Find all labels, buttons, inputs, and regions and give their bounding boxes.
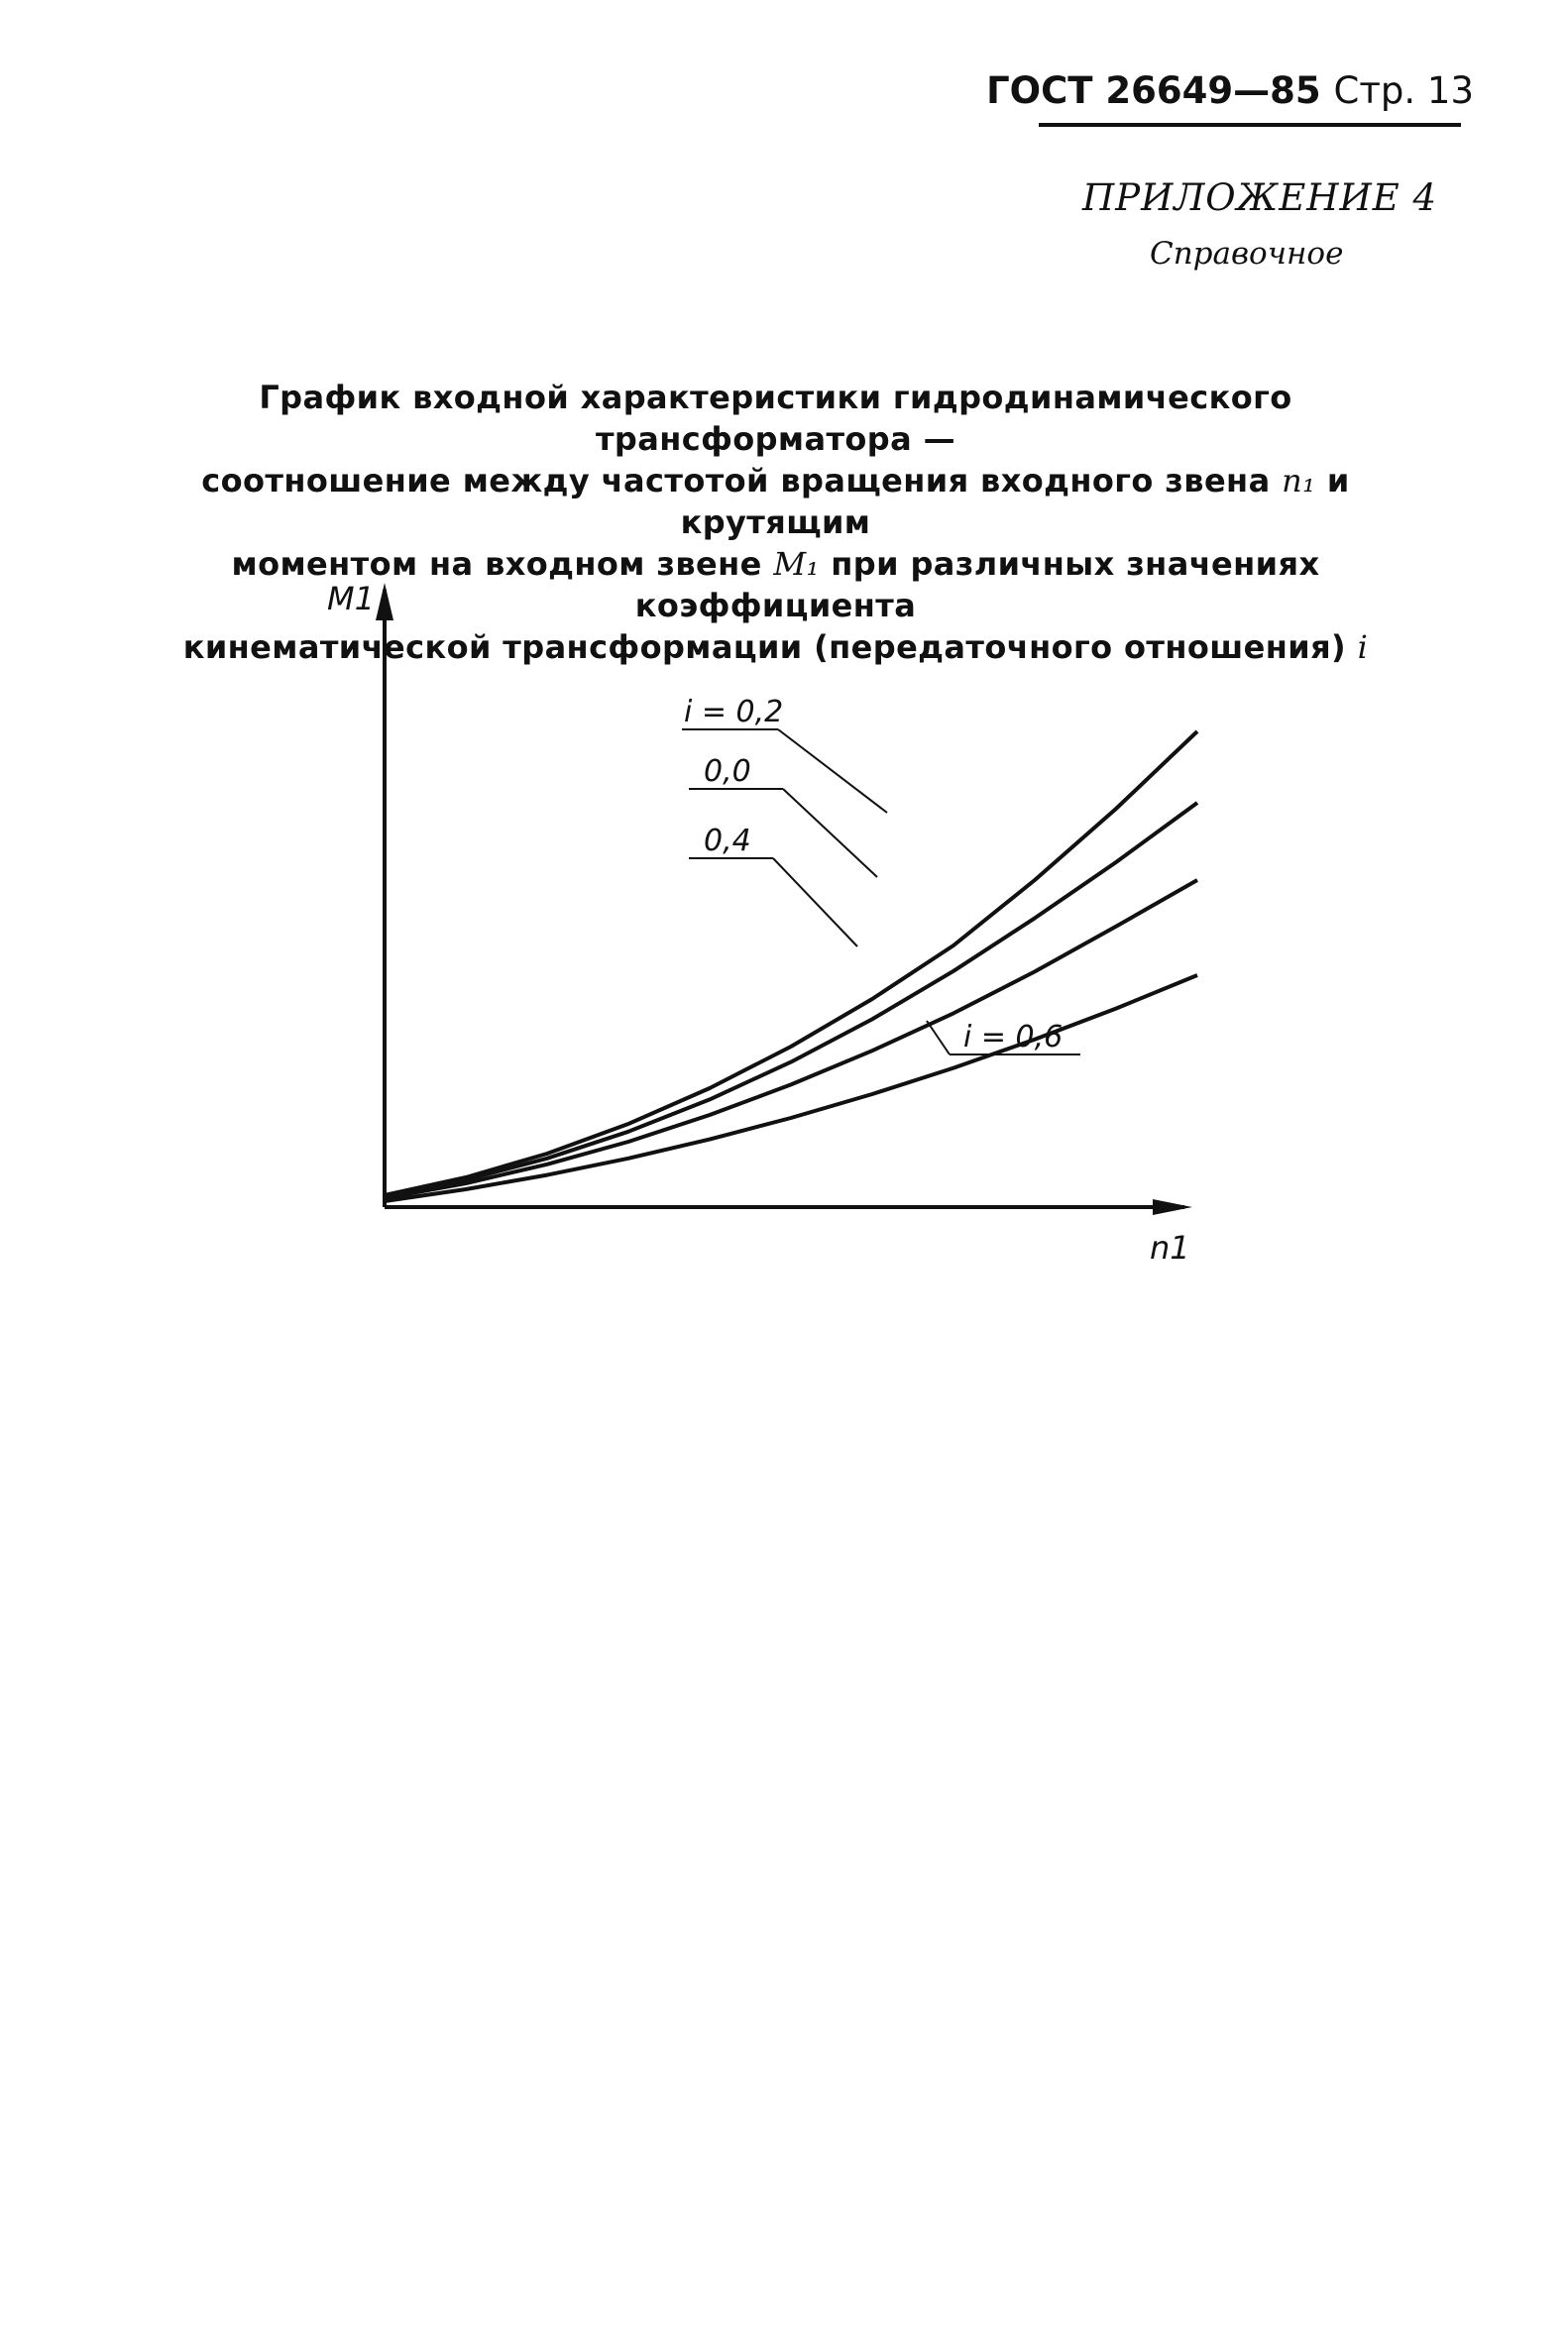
figure-title-line-3: моментом на входном звене M₁ при различных значениях коэффициента: [231, 545, 1320, 624]
variable-m1: M₁: [773, 545, 820, 583]
x-axis-arrow: [1153, 1199, 1192, 1215]
y-axis-arrow: [376, 583, 393, 620]
y-axis-label: M1: [327, 580, 375, 617]
appendix-subtitle: Справочное: [1150, 236, 1344, 272]
appendix-title: ПРИЛОЖЕНИЕ 4: [1082, 176, 1438, 219]
variable-n1: n₁: [1282, 462, 1316, 499]
series-leader-line-3: [927, 1021, 950, 1054]
series-line-0: [385, 731, 1197, 1195]
figure-title-line-2: соотношение между частотой вращения входного звена n₁ и крутящим: [201, 462, 1350, 541]
series-line-1: [385, 803, 1197, 1196]
series-label-1: 0,0: [704, 754, 751, 789]
figure-title-line-1: График входной характеристики гидродинамического трансформатора —: [259, 379, 1292, 458]
series-line-2: [385, 880, 1197, 1198]
standard-number: ГОСТ 26649—85: [986, 69, 1321, 112]
x-axis-label: n1: [1150, 1229, 1190, 1267]
series-leader-line-2: [773, 858, 857, 946]
series-label-3: i = 0,6: [963, 1020, 1064, 1054]
series-label-0: i = 0,2: [684, 695, 784, 729]
chart-labels: [327, 580, 1190, 1267]
chart-curves: [385, 731, 1197, 1201]
variable-i: i: [1357, 628, 1369, 666]
series-label-2: 0,4: [704, 824, 751, 858]
series-leader-line-1: [783, 789, 877, 877]
figure-title-line-4: кинематической трансформации (передаточного отношения) i: [182, 628, 1369, 666]
page-number: Стр. 13: [1333, 69, 1474, 112]
